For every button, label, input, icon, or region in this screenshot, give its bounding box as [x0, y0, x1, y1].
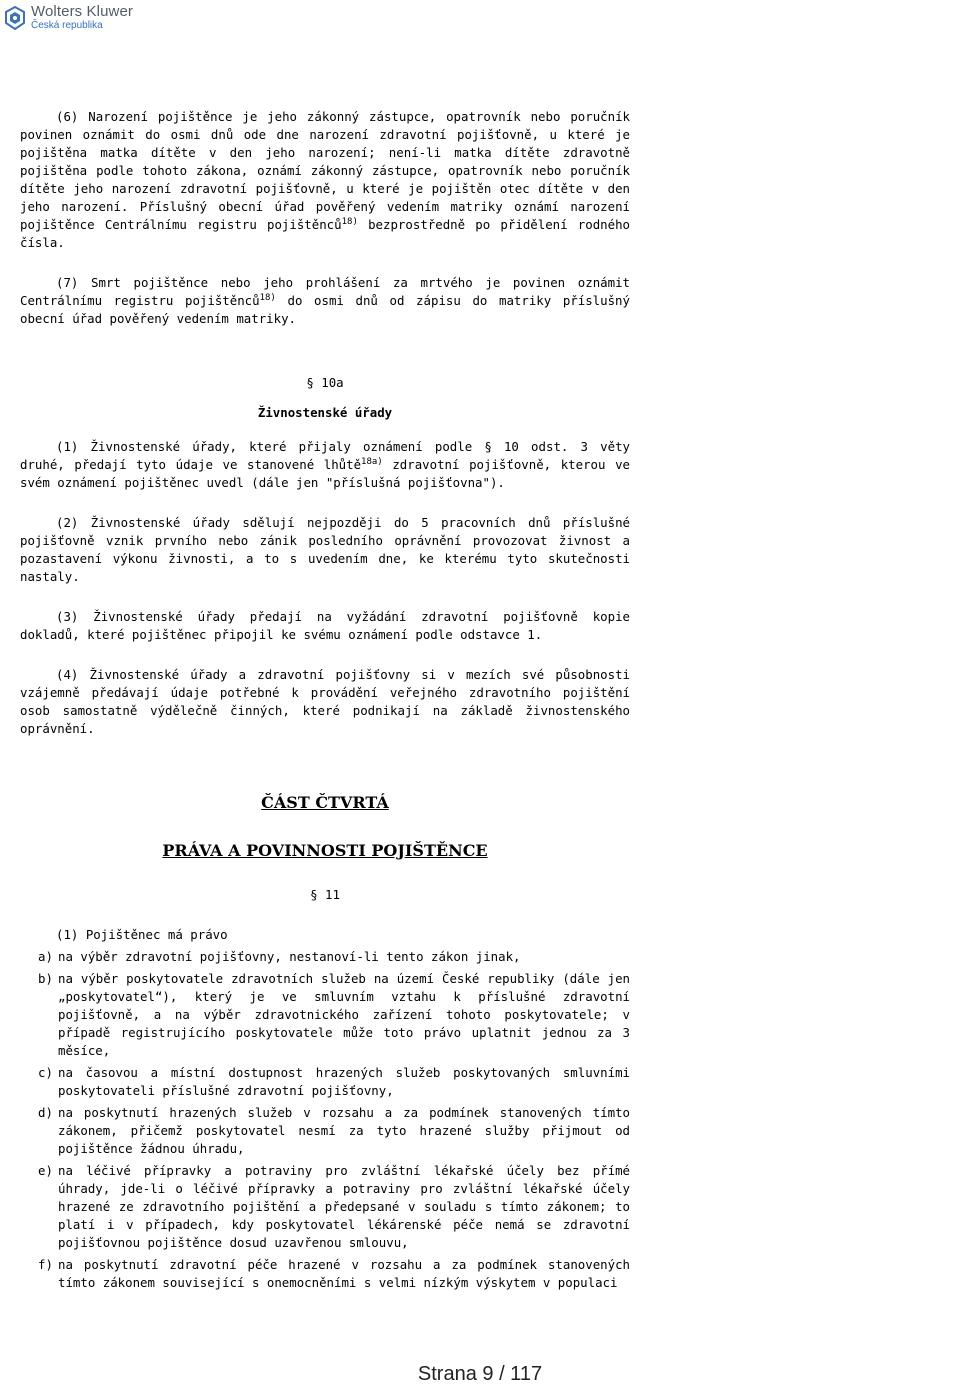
- footnote-ref: 18a): [361, 457, 383, 467]
- section-11-number: § 11: [310, 887, 340, 902]
- section-10a-number: § 10a: [306, 375, 344, 390]
- list-item: [20, 1256, 630, 1292]
- list-item-text: na výběr zdravotní pojišťovny, nestanoví-li tento zákon jinak,: [58, 949, 521, 964]
- footnote-ref: 18): [341, 217, 358, 227]
- list-item-text: na poskytnutí hrazených služeb v rozsahu a za podmínek stanovených tímto zákonem, přičemž poskytovatel nesmí za tyto hrazené služby přijmout od pojištěnce žádnou úhradu,: [58, 1105, 630, 1156]
- part-subtitle: PRÁVA A POVINNOSTI POJIŠTĚNCE: [162, 841, 488, 860]
- section-10a-title: Živnostenské úřady: [257, 405, 393, 420]
- section-10a-paragraph-4: (4) Živnostenské úřady a zdravotní pojišťovny si v mezích své působnosti vzájemně předávají údaje potřebné k provádění veřejného zdravotního pojištění osob samostatně výdělečně činných, které podnikají na základě živnostenského oprávnění.: [20, 667, 630, 736]
- list-item-text: na poskytnutí zdravotní péče hrazené v rozsahu a za podmínek stanovených tímto zákonem související s onemocněními s velmi nízkým výskytem v populaci: [58, 1257, 630, 1290]
- list-item-label: d): [38, 1105, 53, 1120]
- list-item: [20, 1104, 630, 1158]
- list-item: [20, 1064, 630, 1100]
- publisher-logo: [4, 4, 133, 31]
- rights-list: [20, 948, 630, 1292]
- list-item: [20, 970, 630, 1060]
- logo-name: Wolters Kluwer: [31, 3, 133, 20]
- list-item: [20, 1162, 630, 1252]
- list-item-label: c): [38, 1065, 53, 1080]
- paragraph-6: (6) Narození pojištěnce je jeho zákonný zástupce, opatrovník nebo poručník povinen oznámit do osmi dnů ode dne narození zdravotní pojišťovně, u které je pojištěna matka dítěte v den jeho narození; není-li matka dítěte zdravotně pojištěna podle tohoto zákona, oznámí zákonný zástupce, opatrovník nebo poručník dítěte jeho narození zdravotní pojišťovně, u které je pojištěn otec dítěte v den jeho narození. Příslušný obecní úřad pověřený vedením matriky oznámí narození pojištěnce Centrálnímu registru pojištěnců$^{18)}$ bezprostředně po přidělení rodného čísla.: [20, 109, 631, 250]
- list-item-text: na časovou a místní dostupnost hrazených služeb poskytovaných smluvními poskytovateli příslušné zdravotní pojišťovny,: [58, 1065, 630, 1098]
- list-item-label: e): [38, 1163, 53, 1178]
- list-item: [20, 948, 630, 966]
- list-item-label: a): [38, 949, 53, 964]
- document-body: [20, 108, 630, 1292]
- section-10a-paragraph-2: (2) Živnostenské úřady sdělují nejpozději do 5 pracovních dnů příslušné pojišťovně vznik prvního nebo zánik posledního oprávnění provozovat živnost a pozastavení výkonu živnosti, a to s uvedením dne, ke kterému tyto skutečnosti nastaly.: [20, 515, 630, 584]
- list-item-label: b): [38, 971, 53, 986]
- footnote-ref: 18): [259, 293, 276, 303]
- list-item-text: na výběr poskytovatele zdravotních služeb na území České republiky (dále jen „poskytovatel“), který je ve smluvním vztahu k příslušné zdravotní pojišťovně, a na výběr zdravotnického zařízení tohoto poskytovatele; v případě registrujícího poskytovatele může toto právo uplatnit jednou za 3 měsíce,: [58, 971, 630, 1058]
- list-item-text: na léčivé přípravky a potraviny pro zvláštní lékařské účely bez přímé úhrady, jde-li o léčivé přípravky a potraviny pro zvláštní lékařské účely hrazené ze zdravotního pojištění a předepsané v souladu s tímto zákonem; to platí i v případech, kdy poskytovatel lékárenské péče nemá se zdravotní pojišťovnou pojištěnce dosud uzavřenou smlouvu,: [58, 1163, 630, 1250]
- paragraph-7: (7) Smrt pojištěnce nebo jeho prohlášení za mrtvého je povinen oznámit Centrálnímu registru pojištěnců$^{18)}$ do osmi dnů od zápisu do matriky příslušný obecní úřad pověřený vedením matriky.: [20, 275, 630, 326]
- wolters-kluwer-logo-icon: [4, 6, 26, 30]
- logo-subtitle: Česká republika: [31, 20, 103, 31]
- section-11-intro: (1) Pojištěnec má právo: [56, 927, 228, 942]
- page-number: Strana 9 / 117: [417, 1363, 543, 1385]
- part-title: ČÁST ČTVRTÁ: [261, 793, 389, 812]
- list-item-label: f): [38, 1257, 53, 1272]
- section-10a-paragraph-1: (1) Živnostenské úřady, které přijaly oznámení podle § 10 odst. 3 věty druhé, předají tyto údaje ve stanovené lhůtě$^{18a)}$ zdravotní pojišťovně, kterou ve svém oznámení pojištěnec uvedl (dále jen "příslušná pojišťovna").: [20, 439, 630, 490]
- section-10a-paragraph-3: (3) Živnostenské úřady předají na vyžádání zdravotní pojišťovně kopie dokladů, které pojištěnec připojil ke svému oznámení podle odstavce 1.: [20, 609, 630, 642]
